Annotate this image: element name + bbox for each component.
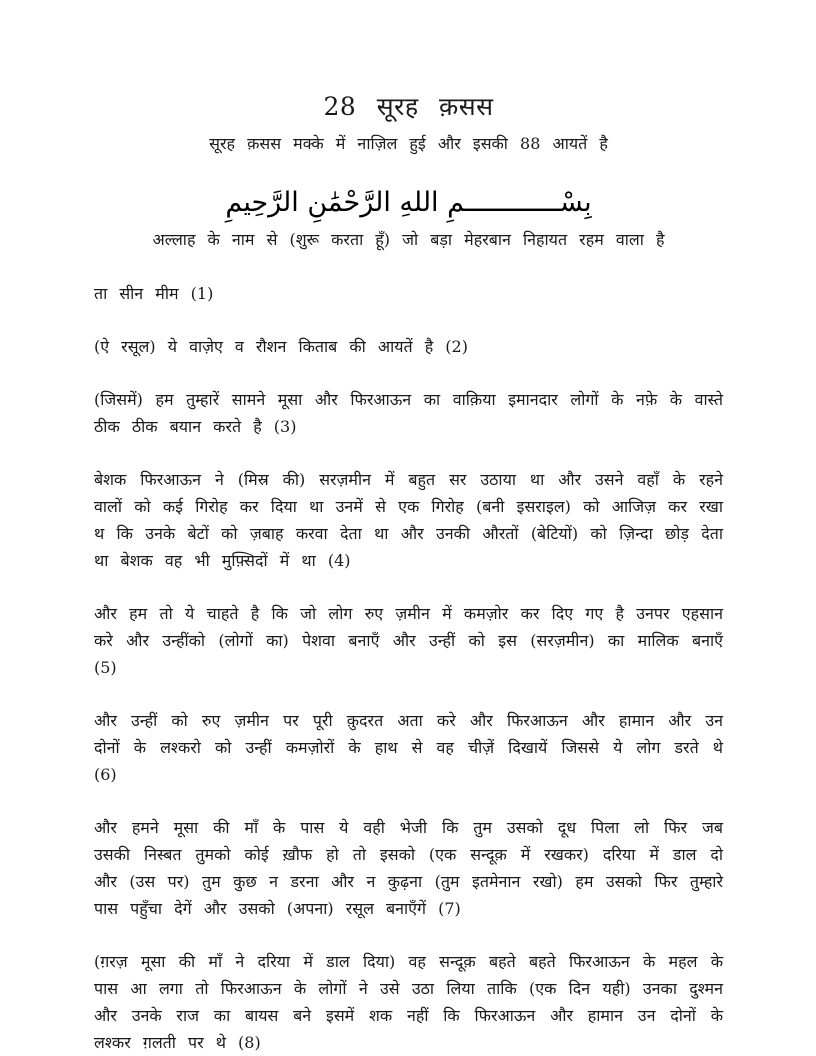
verse-8: (ग़रज़ मूसा की माँ ने दरिया में डाल दिया) वह सन्दूक़ बहते बहते फिरआऊन के महल के पास आ लगा तो फिरआऊन के लोगों ने उसे उठा लिया ताकि (एक दिन यही) उनका दुश्मन और उनके राज का बायस बने इसमें शक नहीं कि फिरआऊन और हामान उन दोनों के लश्कर ग़लती पर थे (8) bbox=[94, 952, 723, 1052]
surah-subtitle: सूरह क़सस मक्के में नाज़िल हुई और इसकी 88 आयतें है bbox=[209, 134, 608, 153]
bismillah-calligraphy: بِسْــــــــــــمِ اللهِ الرَّحْمَٰنِ الرَّحِيمِ bbox=[225, 187, 592, 218]
verse-2: (ऐ रसूल) ये वाज़ेए व रौशन किताब की आयतें है (2) bbox=[94, 337, 468, 356]
bismillah-translation: अल्लाह के नाम से (शुरू करता हूँ) जो बड़ा मेहरबान निहायत रहम वाला है bbox=[152, 230, 665, 249]
verse-4: बेशक फिरआऊन ने (मिस्र की) सरज़मीन में बहुत सर उठाया था और उसने वहाँ के रहने वालों को कई गिरोह कर दिया था उनमें से एक गिरोह (बनी इसराइल) को आजिज़ कर रखा थ कि उनके बेटों को ज़बाह करवा देता था और उनकी औरतों (बेटियों) को ज़िन्दा छोड़ देता था बेशक वह भी मुफ़्सिदों में था (4) bbox=[94, 470, 723, 570]
page-title: 28 सूरह क़सस bbox=[323, 92, 494, 121]
verse-7: और हमने मूसा की माँ के पास ये वही भेजी कि तुम उसको दूध पिला लो फिर जब उसकी निस्बत तुमको कोई ख़ौफ हो तो इसको (एक सन्दूक़ में रखकर) दरिया में डाल दो और (उस पर) तुम कुछ न डरना और न कुढ़ना (तुम इतमेनान रखो) हम उसको फिर तुम्हारे पास पहुँचा देगें और उसको (अपना) रसूल बनाएँगें (7) bbox=[94, 818, 723, 918]
verse-5: और हम तो ये चाहते है कि जो लोग रुए ज़मीन में कमज़ोर कर दिए गए है उनपर एहसान करे और उन्हींको (लोगों का) पेशवा बनाएँ और उन्हीं को इस (सरज़मीन) का मालिक बनाएँ (5) bbox=[94, 604, 723, 677]
verses-section bbox=[94, 280, 723, 1056]
verse-1: ता सीन मीम (1) bbox=[94, 284, 214, 303]
verse-6: और उन्हीं को रुए ज़मीन पर पूरी क़ुदरत अता करे और फिरआऊन और हामान और उन दोनों के लश्करो को उन्हीं कमज़ोरों के हाथ से वह चीज़ें दिखायें जिससे ये लोग डरते थे (6) bbox=[94, 711, 723, 784]
verse-3: (जिसमें) हम तुम्हारें सामने मूसा और फिरआऊन का वाक़िया इमानदार लोगों के नफ़े के वास्ते ठीक ठीक बयान करते है (3) bbox=[94, 390, 723, 436]
